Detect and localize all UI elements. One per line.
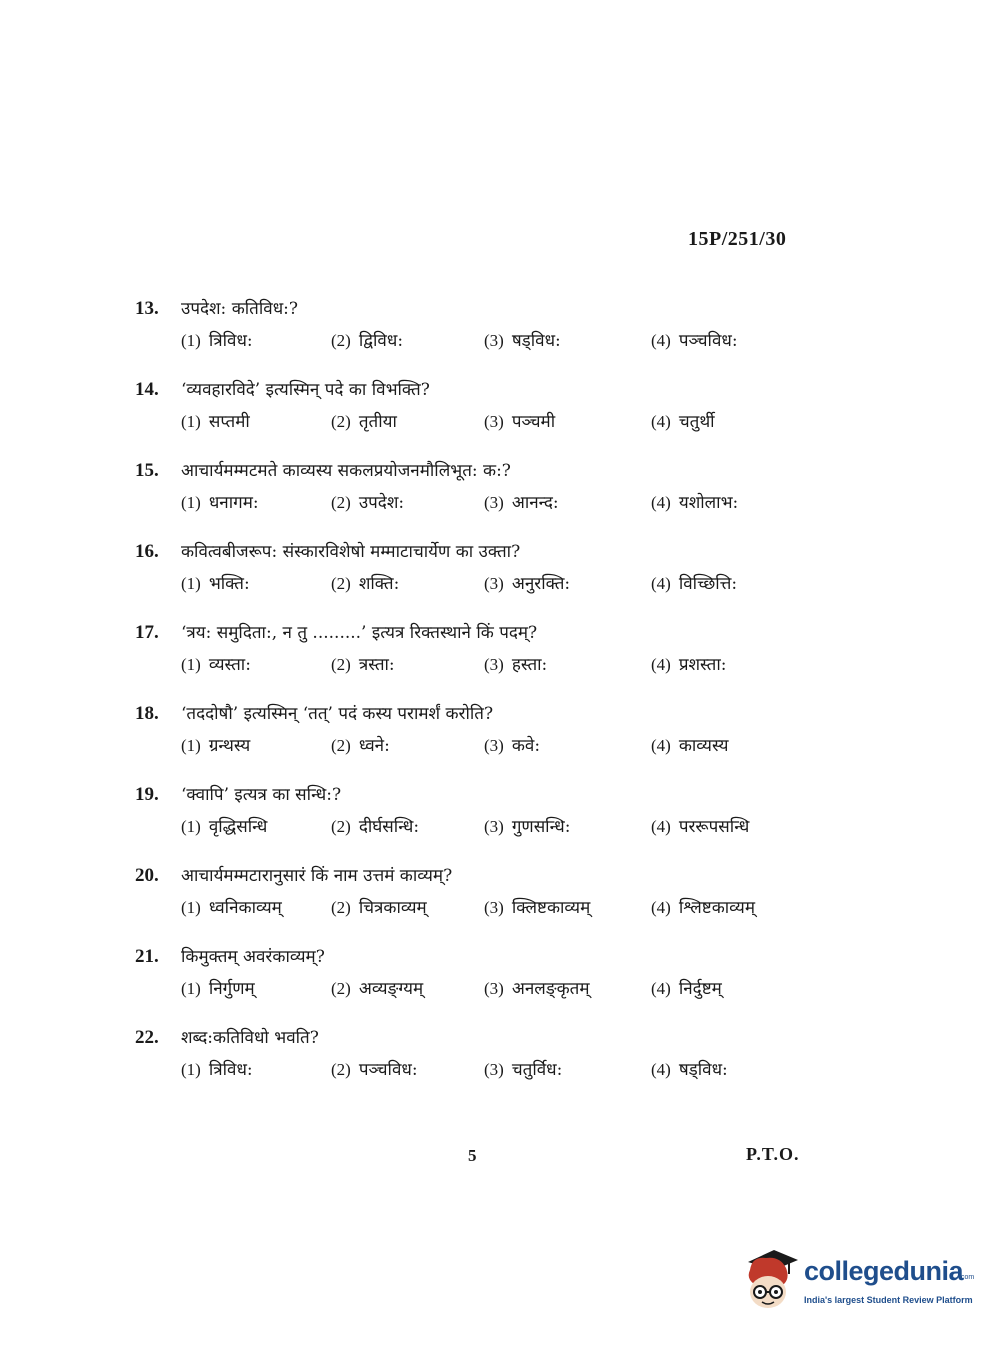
question-number: 17. — [135, 622, 159, 643]
option-text: ध्वने: — [358, 736, 390, 756]
option-row — [181, 895, 835, 925]
option-item — [484, 490, 651, 513]
question-number: 19. — [135, 784, 159, 805]
option-row — [181, 814, 835, 844]
option-text: तृतीया — [358, 412, 397, 432]
option-item — [651, 652, 811, 675]
option-item — [331, 490, 484, 513]
option-row — [181, 976, 835, 1006]
option-item — [331, 733, 484, 756]
option-item — [331, 409, 484, 432]
option-item — [651, 490, 811, 513]
option-number: (2) — [331, 412, 351, 431]
option-item — [484, 328, 651, 351]
option-text: भक्ति: — [208, 574, 250, 594]
option-number: (1) — [181, 655, 201, 674]
option-text: पञ्चविध: — [358, 1060, 418, 1080]
option-number: (4) — [651, 493, 671, 512]
option-number: (2) — [331, 493, 351, 512]
option-number: (2) — [331, 331, 351, 350]
option-number: (2) — [331, 736, 351, 755]
option-item — [181, 409, 331, 432]
question-number: 20. — [135, 865, 159, 886]
option-item — [181, 733, 331, 756]
option-number: (2) — [331, 817, 351, 836]
option-text: चतुर्विध: — [511, 1060, 563, 1080]
option-item — [331, 328, 484, 351]
question-list — [135, 296, 835, 1106]
option-number: (1) — [181, 1060, 201, 1079]
option-item — [331, 652, 484, 675]
option-item — [484, 733, 651, 756]
option-text: आनन्द: — [511, 493, 559, 513]
watermark-name: collegedunia — [804, 1256, 964, 1286]
option-number: (2) — [331, 979, 351, 998]
option-item — [484, 976, 651, 999]
option-number: (4) — [651, 736, 671, 755]
option-item — [484, 571, 651, 594]
question-item — [135, 377, 835, 458]
question-item — [135, 1025, 835, 1106]
question-line — [135, 701, 835, 731]
question-item — [135, 458, 835, 539]
option-text: सप्तमी — [208, 412, 250, 432]
question-text: कवित्वबीजरूप: संस्कारविशेषो मम्माटाचार्येण का उक्ता? — [181, 542, 521, 562]
option-text: उपदेश: — [358, 493, 405, 513]
watermark-suffix: .com — [959, 1274, 975, 1281]
option-item — [651, 976, 811, 999]
option-text: श्लिष्टकाव्यम् — [678, 898, 755, 918]
option-number: (3) — [484, 898, 504, 917]
mascot-icon — [740, 1248, 802, 1314]
question-text: ‘क्वापि’ इत्यत्र का सन्धि:? — [181, 785, 342, 805]
question-text: ‘त्रय: समुदिता:, न तु .........’ इत्यत्र रिक्तस्थाने किं पदम्? — [181, 623, 538, 643]
option-text: शक्ति: — [358, 574, 400, 594]
question-line — [135, 296, 835, 326]
option-number: (1) — [181, 331, 201, 350]
option-row — [181, 409, 835, 439]
option-text: पररूपसन्धि — [678, 817, 750, 837]
page-number: 5 — [468, 1146, 477, 1165]
option-item — [181, 1057, 331, 1080]
option-text: षड्विध: — [678, 1060, 728, 1080]
option-item — [181, 571, 331, 594]
option-number: (3) — [484, 1060, 504, 1079]
option-number: (4) — [651, 979, 671, 998]
question-text: उपदेश: कतिविध:? — [181, 299, 298, 319]
question-line — [135, 458, 835, 488]
option-text: प्रशस्ता: — [678, 655, 727, 675]
question-item — [135, 701, 835, 782]
option-text: विच्छित्ति: — [678, 574, 738, 594]
question-item — [135, 539, 835, 620]
question-number: 18. — [135, 703, 159, 724]
option-text: त्रिविध: — [208, 1060, 253, 1080]
option-text: ध्वनिकाव्यम् — [208, 898, 282, 918]
option-text: वृद्धिसन्धि — [208, 817, 268, 837]
option-number: (1) — [181, 574, 201, 593]
option-number: (4) — [651, 412, 671, 431]
option-text: अव्यङ्ग्यम् — [358, 979, 424, 999]
option-text: अनुरक्ति: — [511, 574, 571, 594]
question-item — [135, 296, 835, 377]
option-item — [331, 976, 484, 999]
question-text: ‘तददोषौ’ इत्यस्मिन् ‘तत्’ पदं कस्य परामर्शं करोति? — [181, 704, 494, 724]
option-text: क्लिष्टकाव्यम् — [511, 898, 591, 918]
option-text: चित्रकाव्यम् — [358, 898, 427, 918]
option-item — [651, 895, 811, 918]
question-number: 22. — [135, 1027, 159, 1048]
option-item — [181, 490, 331, 513]
question-number: 13. — [135, 298, 159, 319]
option-text: निर्गुणम् — [208, 979, 255, 999]
option-item — [331, 1057, 484, 1080]
option-item — [484, 409, 651, 432]
question-line — [135, 863, 835, 893]
option-number: (3) — [484, 331, 504, 350]
option-row — [181, 652, 835, 682]
option-text: त्रस्ता: — [358, 655, 395, 675]
option-item — [331, 814, 484, 837]
pto-label: P.T.O. — [746, 1144, 800, 1164]
collegedunia-watermark — [740, 1248, 975, 1318]
question-item — [135, 863, 835, 944]
option-text: षड्विध: — [511, 331, 561, 351]
question-text: आचार्यमम्मटारानुसारं किं नाम उत्तमं काव्यम्? — [181, 866, 453, 886]
option-number: (1) — [181, 898, 201, 917]
option-number: (3) — [484, 493, 504, 512]
option-number: (4) — [651, 574, 671, 593]
option-number: (1) — [181, 736, 201, 755]
option-item — [484, 814, 651, 837]
option-item — [331, 895, 484, 918]
watermark-tagline: India's largest Student Review Platform — [804, 1295, 973, 1305]
option-text: काव्यस्य — [678, 736, 729, 756]
option-item — [181, 976, 331, 999]
option-text: द्विविध: — [358, 331, 404, 351]
option-item — [331, 571, 484, 594]
option-number: (4) — [651, 898, 671, 917]
option-item — [484, 1057, 651, 1080]
question-text: आचार्यमम्मटमते काव्यस्य सकलप्रयोजनमौलिभूत: क:? — [181, 461, 511, 481]
option-text: व्यस्ता: — [208, 655, 251, 675]
question-item — [135, 944, 835, 1025]
question-line — [135, 782, 835, 812]
option-item — [651, 733, 811, 756]
option-row — [181, 1057, 835, 1087]
option-item — [181, 652, 331, 675]
option-text: त्रिविध: — [208, 331, 253, 351]
option-text: दीर्घसन्धि: — [358, 817, 420, 837]
option-text: धनागम: — [208, 493, 259, 513]
option-item — [484, 895, 651, 918]
option-number: (2) — [331, 1060, 351, 1079]
option-text: कवे: — [511, 736, 541, 756]
option-number: (1) — [181, 493, 201, 512]
option-number: (4) — [651, 817, 671, 836]
option-item — [181, 328, 331, 351]
option-number: (3) — [484, 979, 504, 998]
option-text: निर्दुष्टम् — [678, 979, 722, 999]
question-number: 21. — [135, 946, 159, 967]
option-item — [181, 895, 331, 918]
option-item — [651, 1057, 811, 1080]
question-text: शब्द:कतिविधो भवति? — [181, 1028, 319, 1048]
question-line — [135, 539, 835, 569]
option-number: (2) — [331, 574, 351, 593]
question-line — [135, 377, 835, 407]
question-line — [135, 944, 835, 974]
question-item — [135, 620, 835, 701]
option-row — [181, 571, 835, 601]
option-number: (4) — [651, 1060, 671, 1079]
option-number: (3) — [484, 655, 504, 674]
question-text: ‘व्यवहारविदे’ इत्यस्मिन् पदे का विभक्ति? — [181, 380, 430, 400]
option-text: पञ्चविध: — [678, 331, 738, 351]
question-number: 14. — [135, 379, 159, 400]
option-text: चतुर्थी — [678, 412, 715, 432]
paper-code: 15P/251/30 — [688, 228, 787, 250]
option-number: (2) — [331, 655, 351, 674]
option-text: यशोलाभ: — [678, 493, 739, 513]
option-row — [181, 328, 835, 358]
option-item — [181, 814, 331, 837]
option-row — [181, 490, 835, 520]
option-number: (1) — [181, 412, 201, 431]
option-text: ग्रन्थस्य — [208, 736, 251, 756]
option-text: पञ्चमी — [511, 412, 556, 432]
question-text: किमुक्तम् अवरंकाव्यम्? — [181, 947, 325, 967]
option-number: (2) — [331, 898, 351, 917]
option-number: (3) — [484, 736, 504, 755]
option-number: (1) — [181, 817, 201, 836]
option-item — [484, 652, 651, 675]
option-number: (3) — [484, 817, 504, 836]
option-text: गुणसन्धि: — [511, 817, 571, 837]
question-line — [135, 1025, 835, 1055]
option-number: (3) — [484, 574, 504, 593]
option-row — [181, 733, 835, 763]
option-number: (4) — [651, 655, 671, 674]
option-number: (4) — [651, 331, 671, 350]
option-item — [651, 571, 811, 594]
option-item — [651, 328, 811, 351]
option-item — [651, 409, 811, 432]
option-number: (3) — [484, 412, 504, 431]
question-line — [135, 620, 835, 650]
question-item — [135, 782, 835, 863]
option-text: हस्ता: — [511, 655, 548, 675]
question-number: 16. — [135, 541, 159, 562]
option-text: अनलङ्कृतम् — [511, 979, 590, 999]
option-item — [651, 814, 811, 837]
option-number: (1) — [181, 979, 201, 998]
question-number: 15. — [135, 460, 159, 481]
